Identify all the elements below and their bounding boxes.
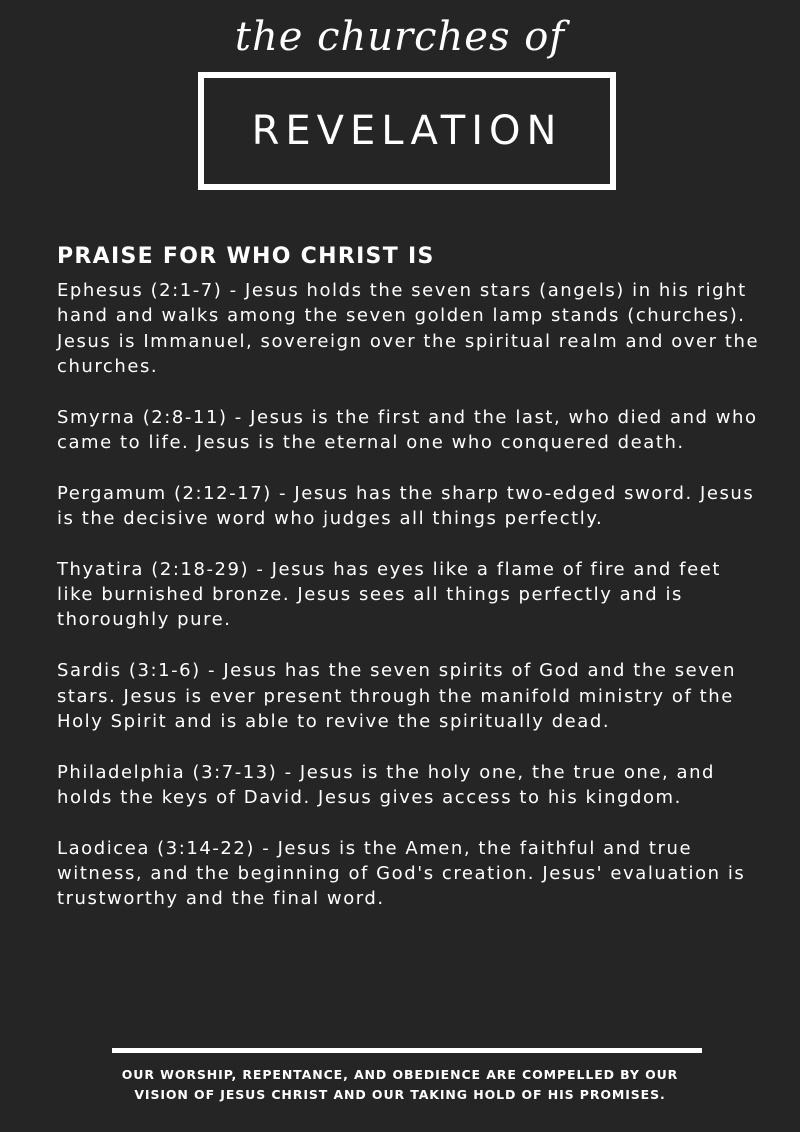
church-sardis: Sardis (3:1-6) - Jesus has the seven spirits of God and the seven stars. Jesus is ever present through the manifold ministry of the Holy Spirit and is able to revive the spiritually dead.: [57, 660, 737, 732]
church-philadelphia: Philadelphia (3:7-13) - Jesus is the holy one, the true one, and holds the keys of David. Jesus gives access to his kingdom.: [57, 761, 716, 808]
footer-line-1: OUR WORSHIP, REPENTANCE, AND OBEDIENCE ARE COMPELLED BY OUR: [121, 1067, 679, 1082]
footer-line-2: VISION OF JESUS CHRIST AND OUR TAKING HOLD OF HIS PROMISES.: [134, 1087, 666, 1102]
church-pergamum: Pergamum (2:12-17) - Jesus has the sharp two-edged sword. Jesus is the decisive word who judges all things perfectly.: [57, 482, 755, 530]
section-heading: PRAISE FOR WHO CHRIST IS: [57, 244, 435, 269]
church-laodicea: Laodicea (3:14-22) - Jesus is the Amen, the faithful and true witness, and the beginning of God's creation. Jesus' evaluation is trustworthy and the final word.: [57, 837, 746, 910]
script-title: the churches of: [234, 14, 566, 60]
title-box: [198, 72, 616, 190]
church-smyrna: Smyrna (2:8-11) - Jesus is the first and the last, who died and who came to life. Jesus is the eternal one who conquered death.: [57, 406, 758, 453]
boxed-title: REVELATION: [251, 108, 563, 154]
footer-statement: [90, 1065, 710, 1105]
church-thyatira: Thyatira (2:18-29) - Jesus has eyes like a flame of fire and feet like burnished bronze. Jesus sees all things perfectly and is thoroughly pure.: [57, 558, 721, 631]
divider: [112, 1048, 702, 1053]
church-list: [57, 278, 765, 937]
church-ephesus: Ephesus (2:1-7) - Jesus holds the seven stars (angels) in his right hand and walks among the seven golden lamp stands (churches). Jesus is Immanuel, sovereign over the spiritual realm and over the churches.: [57, 280, 760, 377]
